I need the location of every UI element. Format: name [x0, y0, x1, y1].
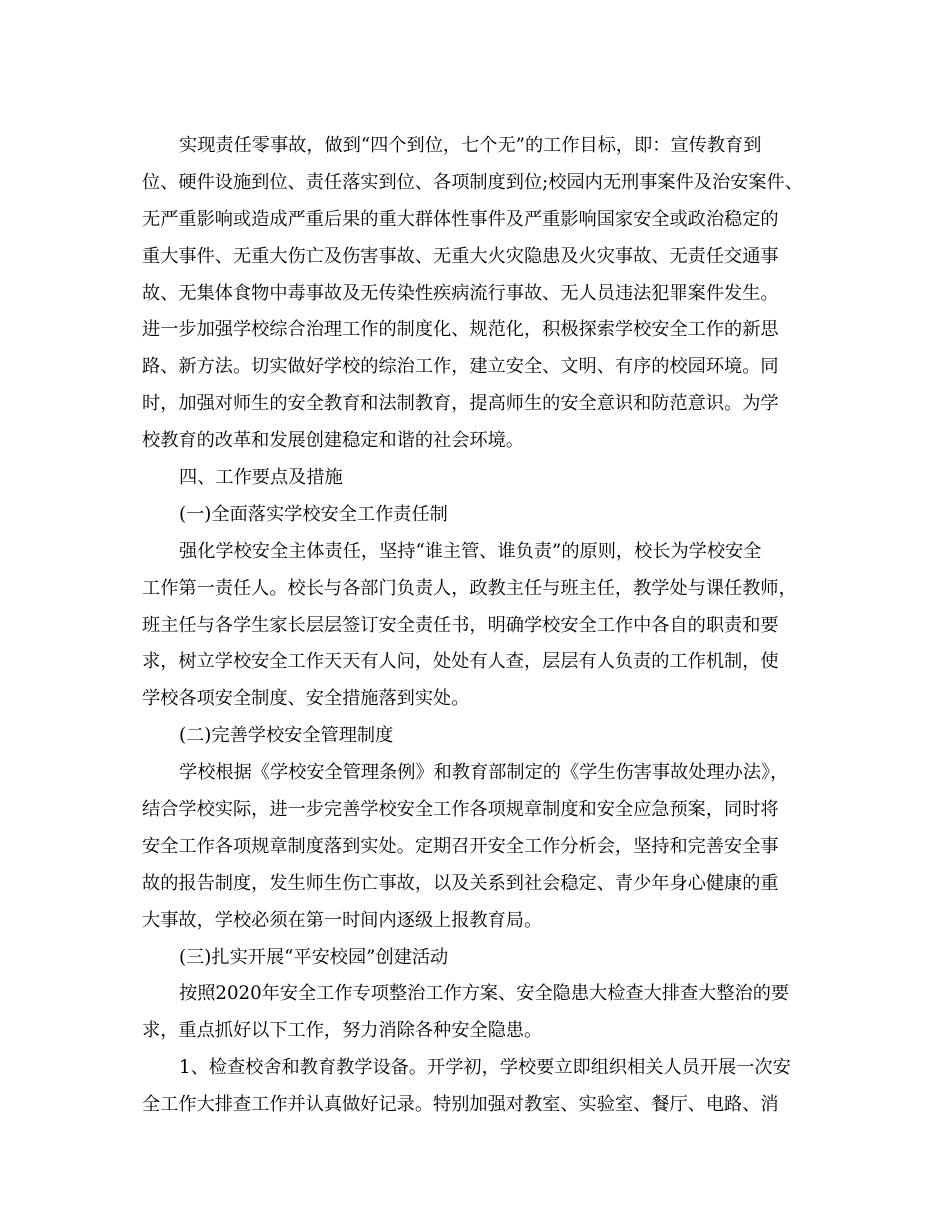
- text-line: 实现责任零事故，做到“四个到位，七个无”的工作目标，即：宣传教育到: [179, 135, 762, 156]
- text-line: (三)扎实开展“平安校园”创建活动: [179, 946, 449, 968]
- text-line: 结合学校实际，进一步完善学校安全工作各项规章制度和安全应急预案，同时将: [142, 799, 779, 821]
- text-line: 校教育的改革和发展创建稳定和谐的社会环境。: [142, 430, 524, 452]
- text-line: 故、无集体食物中毒事故及无传染性疾病流行事故、无人员违法犯罪案件发生。: [142, 282, 779, 304]
- text-line: 重大事件、无重大伤亡及伤害事故、无重大火灾隐患及火灾事故、无责任交通事: [142, 245, 779, 267]
- text-line: 四、工作要点及措施: [179, 467, 343, 489]
- text-line: 求，树立学校安全工作天天有人问，处处有人查，层层有人负责的工作机制，使: [142, 651, 779, 673]
- text-line: 工作第一责任人。校长与各部门负责人，政教主任与班主任，教学处与课任教师，: [142, 577, 797, 599]
- text-line: 故的报告制度，发生师生伤亡事故，以及关系到社会稳定、青少年身心健康的重: [142, 872, 779, 894]
- text-line: 强化学校安全主体责任，坚持“谁主管、谁负责”的原则，校长为学校安全: [179, 540, 762, 562]
- text-line: 路、新方法。切实做好学校的综治工作，建立安全、文明、有序的校园环境。同: [142, 356, 779, 378]
- text-line: 学校根据《学校安全管理条例》和教育部制定的《学生伤害事故处理办法》，: [179, 762, 789, 784]
- text-line: 1、检查校舍和教育教学设备。开学初，学校要立即组织相关人员开展一次安: [179, 1057, 791, 1079]
- text-line: 位、硬件设施到位、责任落实到位、各项制度到位;校园内无刑事案件及治安案件、: [142, 171, 803, 193]
- document-body: [142, 128, 822, 1124]
- text-line: 进一步加强学校综合治理工作的制度化、规范化，积极探索学校安全工作的新思: [142, 319, 779, 341]
- text-line: 学校各项安全制度、安全措施落到实处。: [142, 688, 470, 710]
- text-line: 求，重点抓好以下工作，努力消除各种安全隐患。: [142, 1020, 543, 1042]
- text-line: 无严重影响或造成严重后果的重大群体性事件及严重影响国家安全或政治稳定的: [142, 208, 779, 230]
- text-line: 班主任与各学生家长层层签订安全责任书，明确学校安全工作中各自的职责和要: [142, 614, 779, 636]
- text-line: 全工作大排查工作并认真做好记录。特别加强对教室、实验室、餐厅、电路、消: [142, 1094, 779, 1116]
- text-line: 按照2020年安全工作专项整治工作方案、安全隐患大检查大排查大整治的要: [179, 983, 790, 1005]
- text-line: 时，加强对师生的安全教育和法制教育，提高师生的安全意识和防范意识。为学: [142, 393, 779, 415]
- text-line: 安全工作各项规章制度落到实处。定期召开安全工作分析会，坚持和完善安全事: [142, 835, 779, 857]
- text-line: (一)全面落实学校安全工作责任制: [179, 503, 448, 525]
- text-line: 大事故，学校必须在第一时间内逐级上报教育局。: [142, 909, 543, 931]
- text-line: (二)完善学校安全管理制度: [179, 725, 394, 747]
